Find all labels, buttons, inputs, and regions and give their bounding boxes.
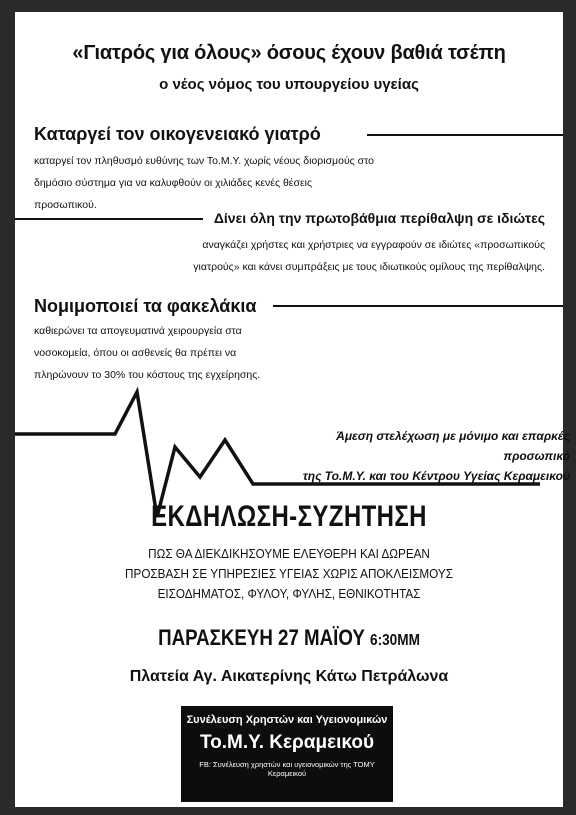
section-1-heading: Καταργεί τον οικογενειακό γιατρό xyxy=(34,124,321,144)
slogan-line: της Το.Μ.Υ. και του Κέντρου Υγείας Κεραμεικού xyxy=(302,469,570,483)
event-line: ΠΡΟΣΒΑΣΗ ΣΕ ΥΠΗΡΕΣΙΕΣ ΥΓΕΙΑΣ ΧΩΡΙΣ ΑΠΟΚΛΕΙΣΜΟΥΣ xyxy=(125,566,453,581)
poster xyxy=(15,12,570,807)
event-description xyxy=(42,544,535,604)
section-1-line: καταργεί τον πληθυσμό ευθύνης των Το.Μ.Υ. χωρίς νέους διορισμούς στο xyxy=(34,155,374,167)
section-2-heading: Δίνει όλη την πρωτοβάθμια περίθαλψη σε ιδιώτες xyxy=(213,210,545,226)
slogan xyxy=(270,426,570,486)
organizer-facebook: FB: Συνέλευση χρηστών και υγειονομικών της ΤΟΜΥ Κεραμεικού xyxy=(199,760,375,778)
section-2-line: γιατρούς» και κάνει συμπράξεις με τους ιδιωτικούς ομίλους της περίθαλψης. xyxy=(193,261,545,273)
section-3-rule xyxy=(273,305,563,307)
section-3-heading: Νομιμοποιεί τα φακελάκια xyxy=(34,296,257,316)
section-1-rule xyxy=(367,134,563,136)
event-title: ΕΚΔΗΛΩΣΗ-ΣΥΖΗΤΗΣΗ xyxy=(151,500,427,533)
event-date-text: ΠΑΡΑΣΚΕΥΗ 27 ΜΑΪΟΥ xyxy=(158,625,365,650)
organizer-box xyxy=(181,706,393,802)
slogan-line: Άμεση στελέχωση με μόνιμο και επαρκές προσωπικό xyxy=(336,429,570,463)
poster-subtitle: ο νέος νόμος του υπουργείου υγείας xyxy=(159,76,419,93)
organizer-line: Συνέλευση Χρηστών και Υγειονομικών xyxy=(186,714,388,726)
poster-title: «Γιατρός για όλους» όσους έχουν βαθιά τσέπη xyxy=(72,42,506,64)
event-line: ΕΙΣΟΔΗΜΑΤΟΣ, ΦΥΛΟΥ, ΦΥΛΗΣ, ΕΘΝΙΚΟΤΗΤΑΣ xyxy=(157,586,421,601)
event-place: Πλατεία Αγ. Αικατερίνης Κάτω Πετράλωνα xyxy=(129,668,449,685)
section-1-text xyxy=(34,150,374,216)
section-3-text xyxy=(34,320,294,386)
section-3-line: πληρώνουν το 30% του κόστους της εγχείρησης. xyxy=(34,369,261,381)
organizer-name: Το.Μ.Υ. Κεραμεικού xyxy=(199,732,375,753)
section-3-line: νοσοκομεία, όπου οι ασθενείς θα πρέπει να xyxy=(34,347,237,359)
section-1-line: δημόσιο σύστημα για να καλυφθούν οι χιλιάδες κενές θέσεις προσωπικού. xyxy=(34,177,313,211)
event-date xyxy=(56,625,522,651)
section-3-line: καθιερώνει τα απογευματινά χειρουργεία στα xyxy=(34,325,242,337)
section-2-line: αναγκάζει χρήστες και χρήστριες να εγγραφούν σε ιδιώτες «προσωπικούς xyxy=(202,239,545,251)
event-line: ΠΩΣ ΘΑ ΔΙΕΚΔΙΚΗΣΟΥΜΕ ΕΛΕΥΘΕΡΗ ΚΑΙ ΔΩΡΕΑΝ xyxy=(148,546,430,561)
section-2-text xyxy=(190,234,545,278)
event-time: 6:30ΜΜ xyxy=(370,632,420,649)
section-2-rule xyxy=(15,218,203,220)
